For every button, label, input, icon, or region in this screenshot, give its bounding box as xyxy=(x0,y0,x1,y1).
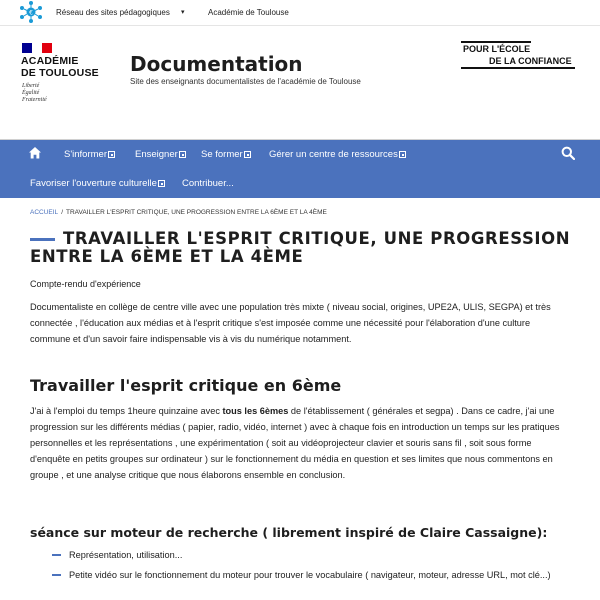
nav-item-gerer[interactable] xyxy=(269,149,406,160)
breadcrumb-separator: / xyxy=(61,209,63,216)
site-subtitle: Site des enseignants documentalistes de l'académie de Toulouse xyxy=(130,77,361,86)
republic-motto xyxy=(22,83,47,104)
external-link-icon xyxy=(108,151,115,158)
academie-link[interactable]: Académie de Toulouse xyxy=(208,8,289,17)
article-intro: Documentaliste en collège de centre ville avec une population très mixte ( niveau social, origines, UPE2A, ULIS, SEGPA) et très connectée , l'éducation aux médias et à l'esprit critique s'est imposée comme une nécessité pour l'élaboration d'une culture commune et d'un savoir faire indispensable vis à vis du numérique notamment. xyxy=(30,302,551,344)
breadcrumb xyxy=(30,209,327,216)
reseau-dropdown[interactable]: Réseau des sites pédagogiques xyxy=(56,8,170,17)
section-paragraph xyxy=(30,403,570,483)
page-title: TRAVAILLER L'ESPRIT CRITIQUE, UNE PROGRESSION ENTRE LA 6ÈME ET LA 4ÈME xyxy=(30,229,571,266)
nav-label: Enseigner xyxy=(135,149,178,160)
external-link-icon xyxy=(399,151,406,158)
confiance-line-2: DE LA CONFIANCE xyxy=(461,55,575,69)
breadcrumb-current: TRAVAILLER L'ESPRIT CRITIQUE, UNE PROGRESSION ENTRE LA 6ÈME ET LA 4ÈME xyxy=(66,209,327,216)
logo-line-2: DE TOULOUSE xyxy=(21,67,99,79)
search-icon[interactable] xyxy=(561,146,575,160)
svg-text:€: € xyxy=(29,9,33,17)
marianne-flag-logo[interactable] xyxy=(22,43,52,53)
list-item: Petite vidéo sur le fonctionnement du moteur pour trouver le vocabulaire ( navigateur, moteur, adresse URL, mot clé...) xyxy=(52,567,572,583)
nav-item-se-former[interactable] xyxy=(201,149,251,160)
divider xyxy=(0,25,600,26)
paragraph-text: J'ai à l'emploi du temps 1heure quinzaine avec xyxy=(30,406,223,416)
subsection-heading: séance sur moteur de recherche ( librement inspiré de Claire Cassaigne): xyxy=(30,525,548,540)
network-icon[interactable] xyxy=(19,0,43,24)
nav-label: Se former xyxy=(201,149,243,160)
motto-liberte: Liberté xyxy=(22,83,40,89)
nav-label: Favoriser l'ouverture culturelle xyxy=(30,178,157,189)
main-nav xyxy=(0,140,600,198)
external-link-icon xyxy=(158,180,165,187)
nav-item-enseigner[interactable] xyxy=(135,149,186,160)
bullet-list xyxy=(52,547,572,587)
confiance-line-1: POUR L'ÉCOLE xyxy=(461,41,531,55)
logo-line-1: ACADÉMIE xyxy=(21,55,79,67)
article-lead: Compte-rendu d'expérience xyxy=(30,279,141,289)
list-item: Représentation, utilisation... xyxy=(52,547,572,563)
section-heading: Travailler l'esprit critique en 6ème xyxy=(30,376,342,395)
site-title[interactable]: Documentation xyxy=(130,52,303,76)
breadcrumb-home-link[interactable]: ACCUEIL xyxy=(30,209,59,216)
nav-label: S'informer xyxy=(64,149,107,160)
academie-logo-text[interactable] xyxy=(21,55,99,79)
external-link-icon xyxy=(179,151,186,158)
ecole-confiance-logo[interactable] xyxy=(461,41,575,69)
home-icon[interactable] xyxy=(28,146,42,160)
motto-egalite: Égalité xyxy=(22,90,40,96)
nav-label: Gérer un centre de ressources xyxy=(269,149,398,160)
nav-item-contribuer[interactable]: Contribuer... xyxy=(182,178,234,189)
chevron-down-icon[interactable]: ▾ xyxy=(181,8,185,16)
paragraph-bold-text: tous les 6èmes xyxy=(222,406,289,416)
top-bar xyxy=(0,0,600,25)
external-link-icon xyxy=(244,151,251,158)
nav-item-sinformer[interactable] xyxy=(64,149,115,160)
paragraph-text: de l'établissement ( générales et segpa) . Dans ce cadre, j'ai une progression sur les différents médias ( papier, radio, vidéo, internet ) avec à chaque fois en introduction un temps sur les pratiques personnelles et les représentations , une expérimentation ( soit au vidéoprojecteur clavier et souris sans fil , soit sous forme d'enquête en petits groupes sur ordinateur ) sur le fonctionnement du média en question et ses limites que nous commentons en groupe , et une analyse critique que nous élaborons ensemble en conclusion. xyxy=(30,406,560,480)
motto-fraternite: Fraternité xyxy=(22,97,47,103)
nav-item-favoriser[interactable] xyxy=(30,178,165,189)
